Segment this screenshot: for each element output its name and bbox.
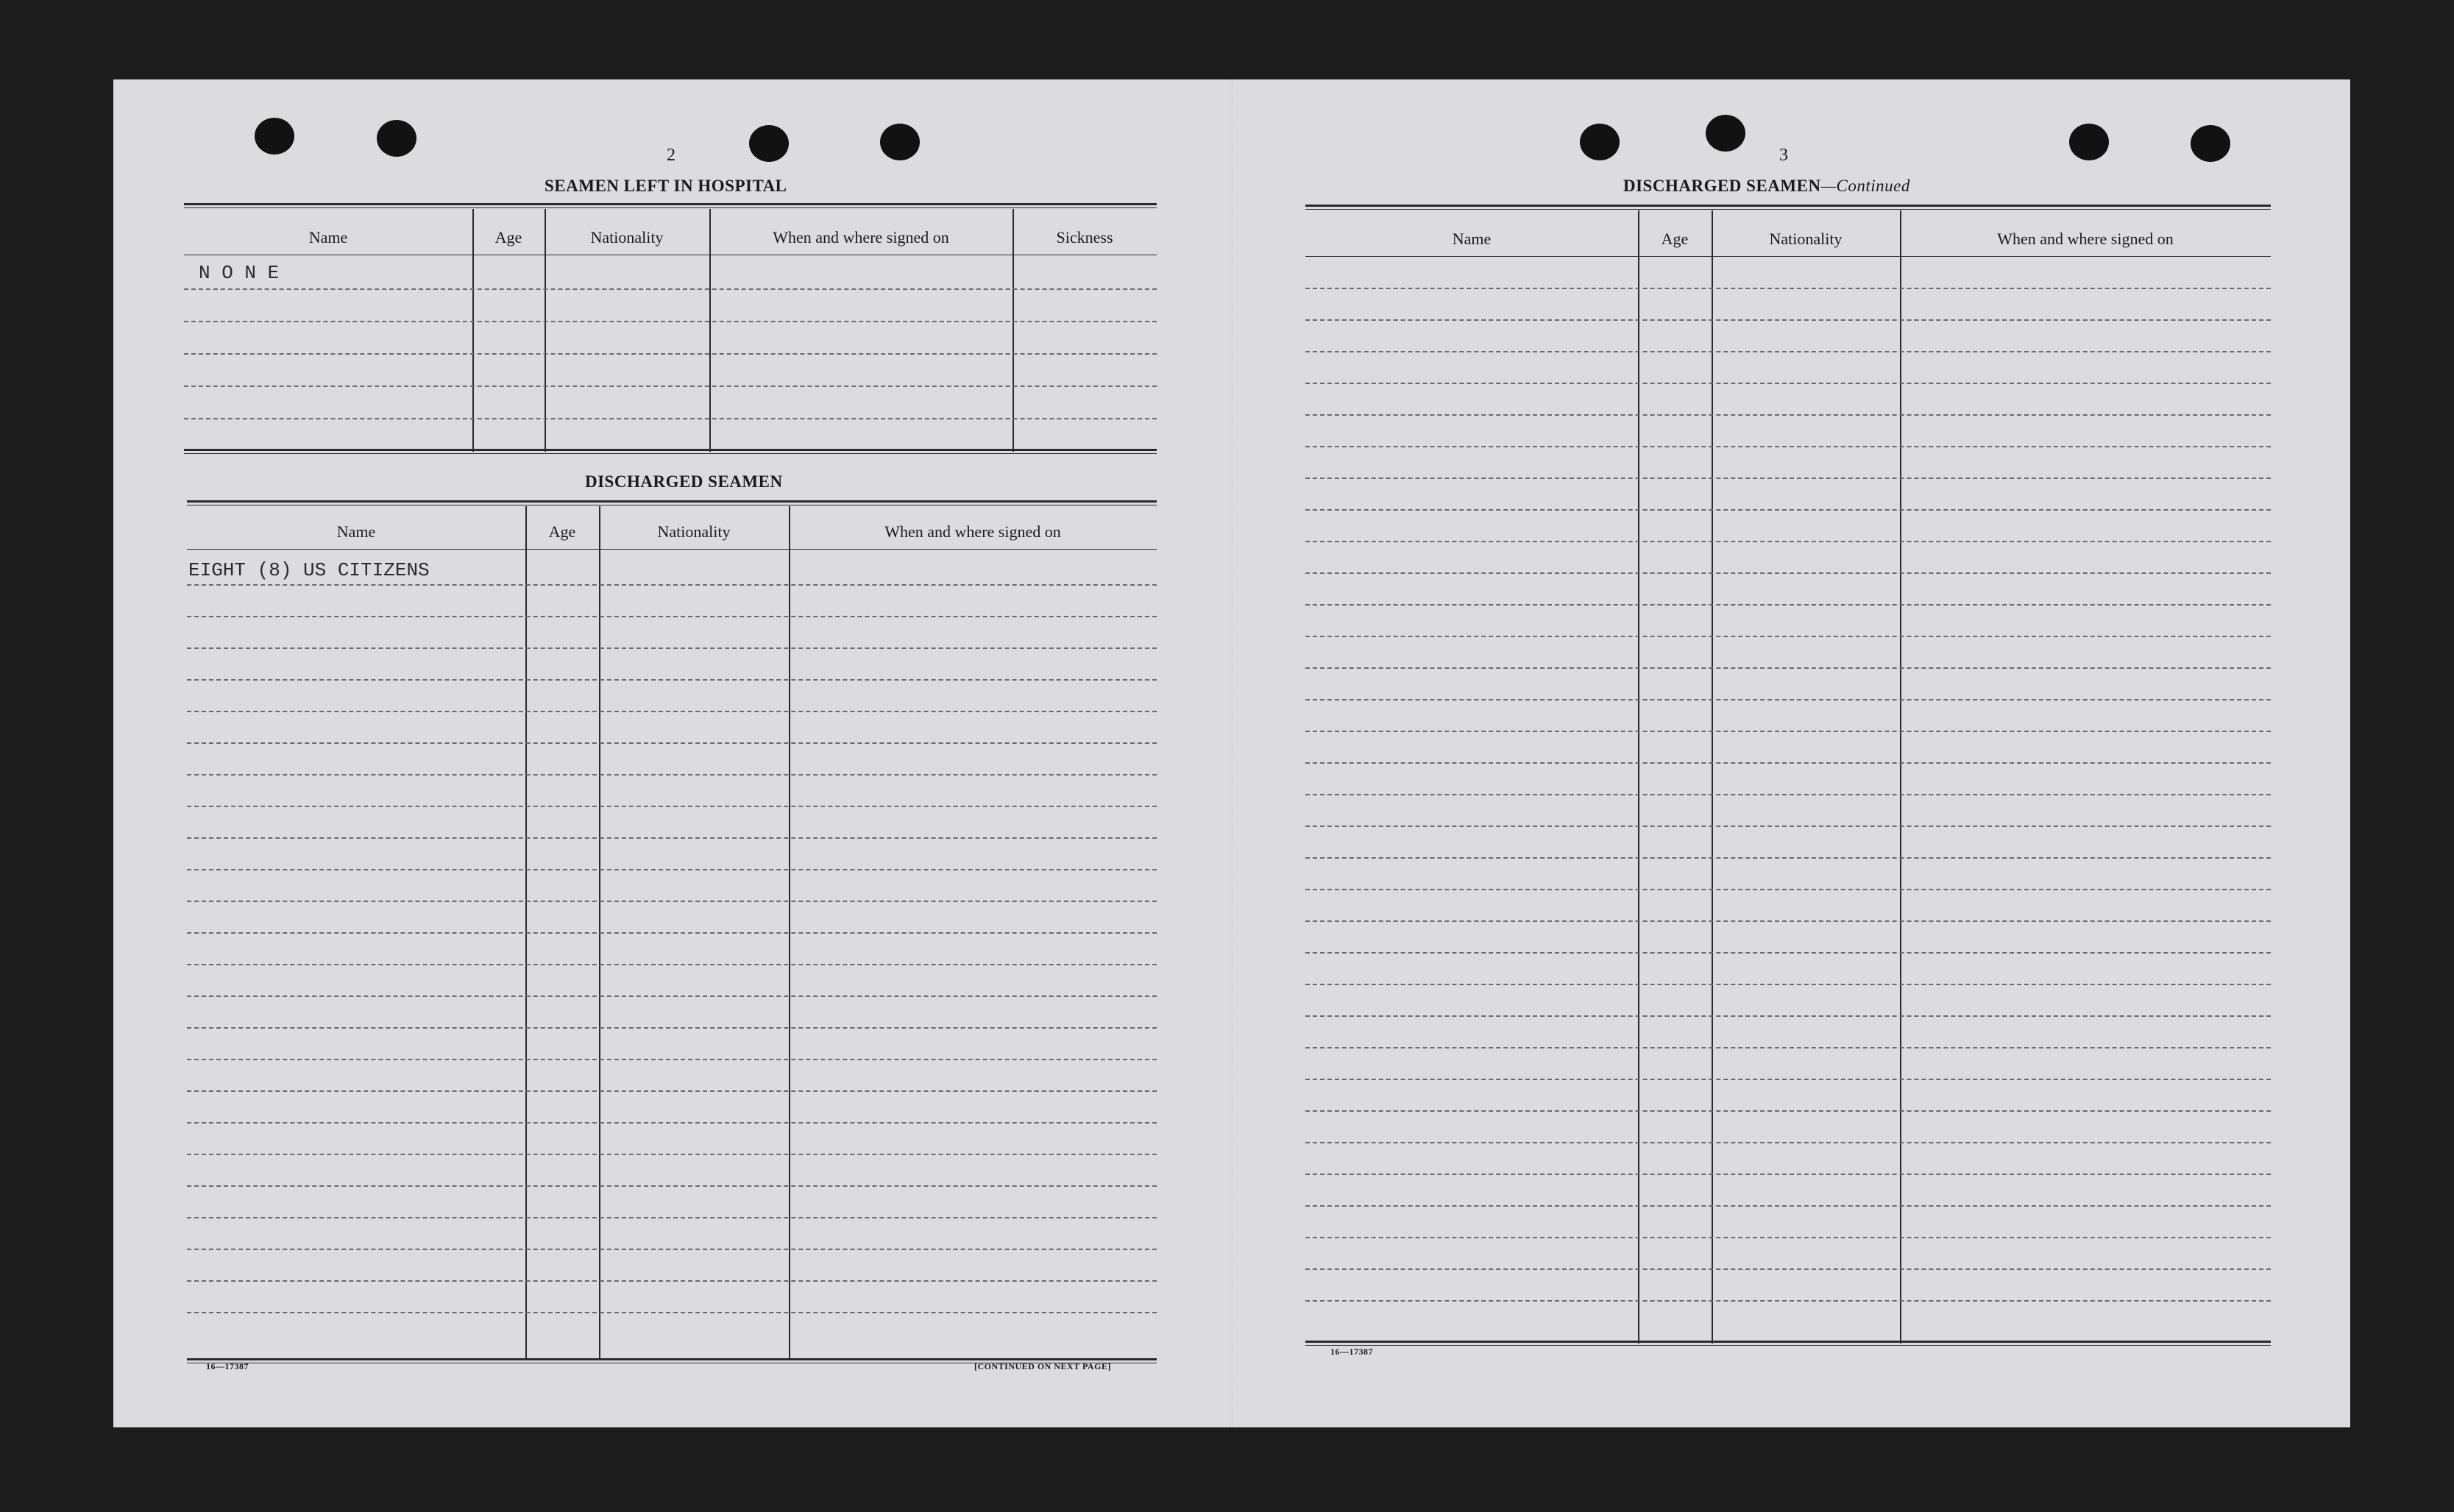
table-row (1305, 1015, 2271, 1017)
column-header-signed-on: When and where signed on (1997, 230, 2174, 248)
document-sheet (113, 79, 2350, 1427)
table-row (1305, 889, 2271, 890)
table-row (187, 1249, 1157, 1250)
table-row (1305, 478, 2271, 479)
title-main: DISCHARGED SEAMEN (1623, 177, 1821, 195)
table-row (1305, 1300, 2271, 1302)
table-row (1305, 699, 2271, 700)
column-header-signed-on: When and where signed on (884, 522, 1061, 541)
punch-hole (377, 120, 416, 157)
table-row (187, 1122, 1157, 1124)
table-row (1305, 1237, 2271, 1238)
table-row (187, 742, 1157, 744)
continued-note: [CONTINUED ON NEXT PAGE] (974, 1361, 1111, 1371)
column-header-nationality: Nationality (1769, 230, 1843, 248)
table-row (187, 1090, 1157, 1092)
discharged-entry-name: EIGHT (8) US CITIZENS (188, 559, 430, 581)
punch-hole (2069, 124, 2109, 160)
form-number-left: 16—17387 (206, 1361, 249, 1371)
punch-hole (2191, 125, 2230, 162)
table-row (187, 995, 1157, 997)
table-row (187, 901, 1157, 902)
table-row (1305, 731, 2271, 732)
punch-hole (1706, 115, 1745, 152)
page-number-left: 2 (667, 146, 675, 165)
table-row (187, 616, 1157, 617)
table-row (1305, 1047, 2271, 1048)
discharged-table-left (187, 500, 1157, 1369)
table-row (187, 679, 1157, 681)
table-row (1305, 1174, 2271, 1175)
table-row (1305, 857, 2271, 859)
table-row (1305, 920, 2271, 922)
page-number-right: 3 (1779, 146, 1788, 165)
table-row (187, 932, 1157, 934)
table-row (1305, 288, 2271, 289)
table-row (1305, 952, 2271, 954)
column-header-name: Name (336, 522, 376, 541)
table-row (184, 321, 1157, 322)
discharged-section-title: DISCHARGED SEAMEN (585, 472, 783, 491)
table-row (1305, 794, 2271, 795)
table-row (1305, 1205, 2271, 1207)
table-row (1305, 319, 2271, 321)
column-header-name: Name (1452, 230, 1492, 248)
table-row (1305, 446, 2271, 447)
column-header-nationality: Nationality (657, 522, 731, 541)
table-row (1305, 509, 2271, 511)
column-header-name: Name (308, 228, 348, 246)
table-row (1305, 1079, 2271, 1080)
column-header-nationality: Nationality (590, 228, 664, 246)
table-row (187, 584, 1157, 586)
table-row (187, 1280, 1157, 1282)
form-number-right: 16—17387 (1330, 1346, 1373, 1357)
punch-hole (749, 125, 789, 162)
punch-hole (1580, 124, 1620, 160)
table-row (187, 1217, 1157, 1218)
page-fold (1230, 79, 1233, 1427)
table-row (1305, 1268, 2271, 1270)
table-row (187, 1185, 1157, 1187)
table-row (1305, 984, 2271, 985)
table-row (1305, 414, 2271, 416)
column-header-age: Age (494, 228, 522, 246)
table-row (187, 1154, 1157, 1155)
table-row (187, 774, 1157, 775)
table-row (1305, 1110, 2271, 1112)
hospital-section-title: SEAMEN LEFT IN HOSPITAL (545, 177, 787, 195)
column-header-signed-on: When and where signed on (773, 228, 949, 246)
table-row (1305, 667, 2271, 669)
title-suffix: —Continued (1820, 177, 1910, 195)
punch-hole (880, 124, 920, 160)
table-row (184, 386, 1157, 387)
table-row (187, 837, 1157, 839)
table-row (187, 1312, 1157, 1313)
column-header-age: Age (548, 522, 576, 541)
discharged-continued-title (1623, 177, 1910, 196)
table-row (187, 647, 1157, 649)
table-row (187, 711, 1157, 712)
table-row (187, 1027, 1157, 1029)
table-row (1305, 351, 2271, 352)
discharged-table-right (1305, 205, 2271, 1426)
column-header-sickness: Sickness (1056, 228, 1113, 246)
column-header-age: Age (1661, 230, 1689, 248)
table-row (1305, 383, 2271, 384)
table-row (184, 418, 1157, 419)
table-row (1305, 636, 2271, 637)
table-row (1305, 604, 2271, 606)
table-row (187, 964, 1157, 965)
punch-hole (255, 118, 294, 155)
table-row (187, 1059, 1157, 1060)
table-row (187, 869, 1157, 870)
table-row (187, 806, 1157, 807)
hospital-entry-name: N O N E (199, 262, 280, 284)
table-row (1305, 826, 2271, 827)
table-row (1305, 1142, 2271, 1143)
table-row (1305, 762, 2271, 764)
table-row (1305, 541, 2271, 542)
table-row (184, 288, 1157, 290)
table-row (1305, 572, 2271, 574)
table-row (184, 353, 1157, 355)
